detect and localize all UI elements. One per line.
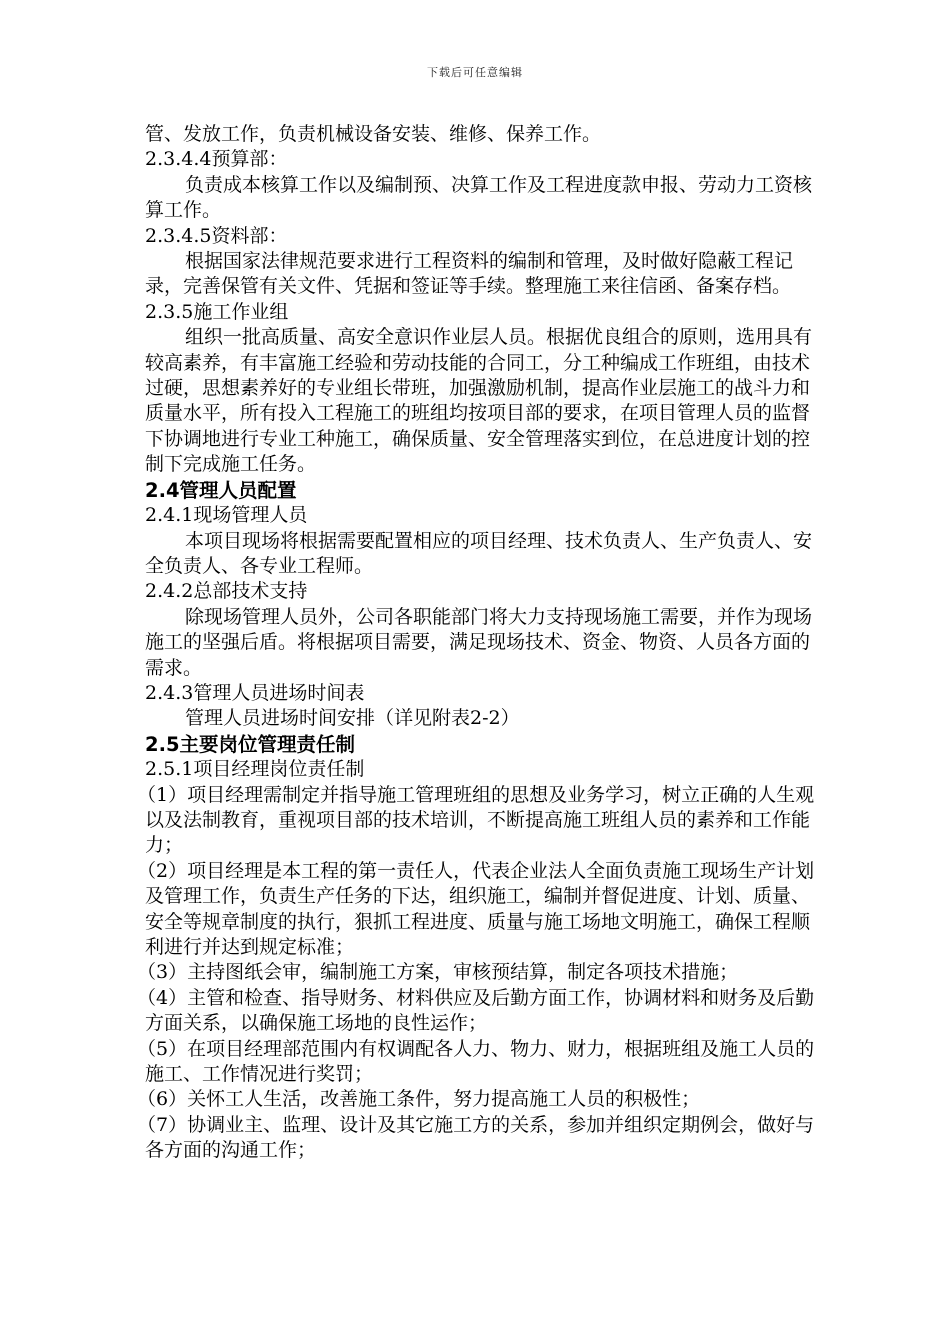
section-heading: 2.4.3管理人员进场时间表 bbox=[145, 681, 365, 704]
list-item: （1）项目经理需制定并指导施工管理班组的思想及业务学习，树立正确的人生观以及法制教育，重视项目部的技术培训，不断提高施工班组人员的素养和工作能力； bbox=[137, 783, 815, 857]
paragraph: 除现场管理人员外，公司各职能部门将大力支持现场施工需要，并作为现场施工的坚强后盾。将根据项目需要，满足现场技术、资金、物资、人员各方面的需求。 bbox=[145, 605, 813, 679]
section-heading: 2.3.5施工作业组 bbox=[145, 300, 289, 323]
paragraph: 本项目现场将根据需要配置相应的项目经理、技术负责人、生产负责人、安全负责人、各专业工程师。 bbox=[145, 529, 813, 577]
list-item: （6）关怀工人生活，改善施工条件，努力提高施工人员的积极性； bbox=[137, 1088, 701, 1111]
section-heading: 2.5.1项目经理岗位责任制 bbox=[145, 758, 365, 781]
document-body bbox=[137, 122, 817, 1164]
section-heading: 2.3.4.4预算部： bbox=[145, 148, 288, 171]
section-heading: 2.4.2总部技术支持 bbox=[145, 580, 308, 603]
page-header: 下载后可任意编辑 bbox=[427, 66, 523, 79]
paragraph: 根据国家法律规范要求进行工程资料的编制和管理，及时做好隐蔽工程记录，完善保管有关文件、凭据和签证等手续。整理施工来往信函、备案存档。 bbox=[145, 250, 794, 298]
list-item: （4）主管和检查、指导财务、材料供应及后勤方面工作，协调材料和财务及后勤方面关系，以确保施工场地的良性运作； bbox=[137, 986, 815, 1035]
section-heading: 2.3.4.5资料部： bbox=[145, 224, 288, 247]
section-heading: 2.4.1现场管理人员 bbox=[145, 504, 308, 527]
list-item: （5）在项目经理部范围内有权调配各人力、物力、财力，根据班组及施工人员的施工、工作情况进行奖罚； bbox=[137, 1037, 815, 1086]
list-item: （3）主持图纸会审，编制施工方案，审核预结算，制定各项技术措施； bbox=[137, 961, 739, 984]
list-item: （7）协调业主、监理、设计及其它施工方的关系，参加并组织定期例会，做好与各方面的沟通工作； bbox=[137, 1113, 815, 1162]
paragraph: 组织一批高质量、高安全意识作业层人员。根据优良组合的原则，选用具有较高素养，有丰富施工经验和劳动技能的合同工，分工种编成工作班组，由技术过硬，思想素养好的专业组长带班，加强激励机制，提高作业层施工的战斗力和质量水平，所有投入工程施工的班组均按项目部的要求，在项目管理人员的监督下协调地进行专业工种施工，确保质量、安全管理落实到位，在总进度计划的控制下完成施工任务。 bbox=[145, 326, 813, 476]
paragraph: 负责成本核算工作以及编制预、决算工作及工程进度款申报、劳动力工资核算工作。 bbox=[145, 173, 813, 222]
paragraph: 管理人员进场时间安排（详见附表2-2） bbox=[185, 707, 520, 730]
list-item: （2）项目经理是本工程的第一责任人，代表企业法人全面负责施工现场生产计划及管理工作，负责生产任务的下达，组织施工，编制并督促进度、计划、质量、安全等规章制度的执行，狠抓工程进度、质量与施工场地文明施工，确保工程顺利进行并达到规定标准； bbox=[137, 859, 815, 958]
chapter-heading: 2.5主要岗位管理责任制 bbox=[145, 732, 356, 756]
paragraph: 管、发放工作，负责机械设备安装、维修、保养工作。 bbox=[145, 123, 602, 145]
chapter-heading: 2.4管理人员配置 bbox=[145, 478, 297, 502]
